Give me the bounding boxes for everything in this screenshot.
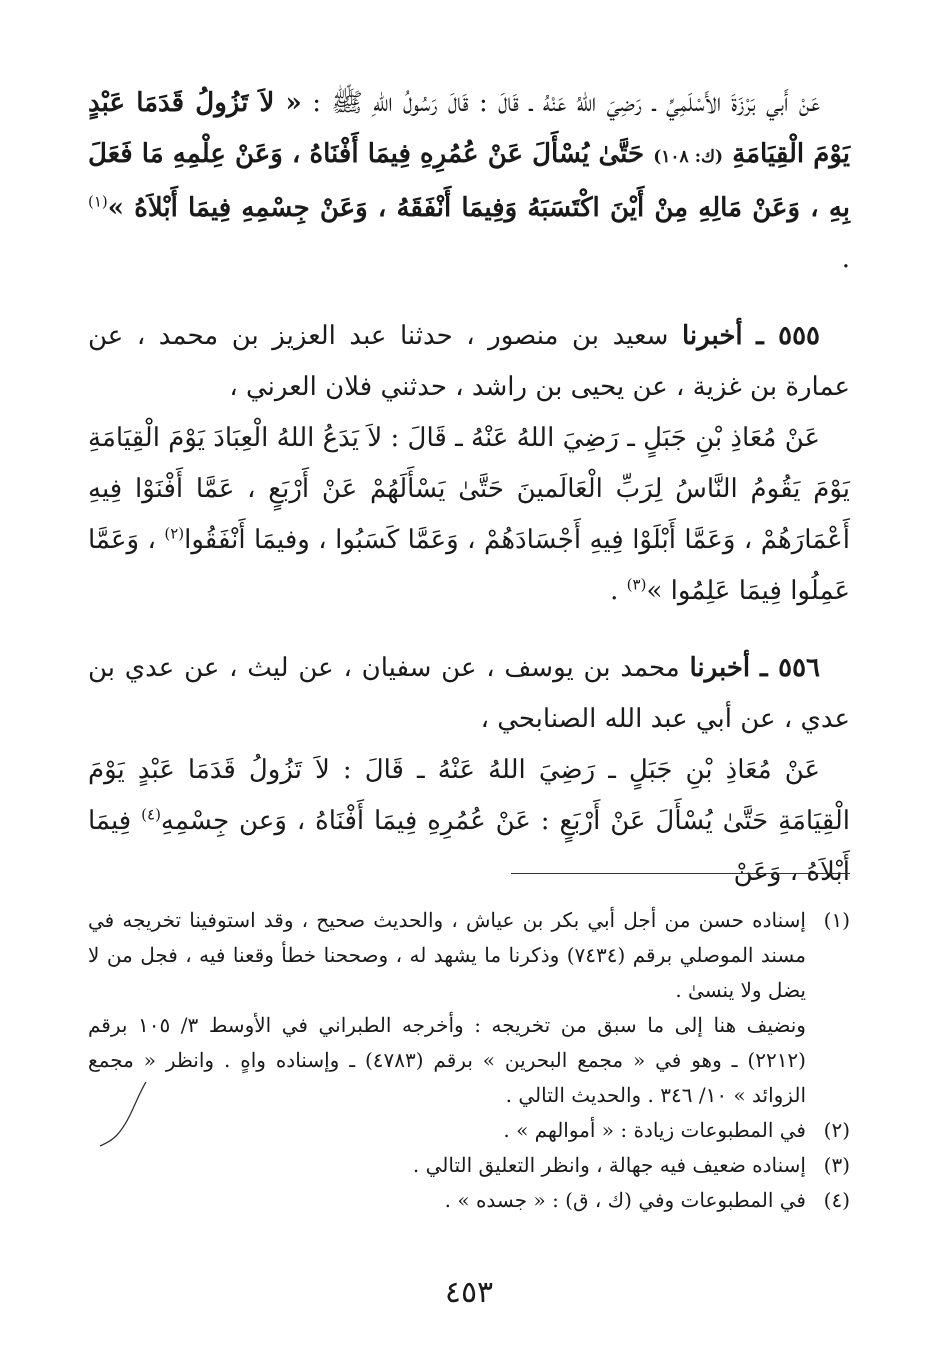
akhbarana-label: أخبرنا — [681, 321, 743, 351]
footnote-4 — [88, 1183, 850, 1218]
footnote-text: ونضيف هنا إلى ما سبق من تخريجه : وأخرجه الطبراني في الأوسط ٣/ ١٠٥ برقم (٢٢١٢) ـ وهو في « مجمع البحرين » برقم (٤٧٨٣) ـ وإسناده واهٍ . وانظر « مجمع الزوائد » ١٠/ ٣٤٦ . والحديث التالي . — [88, 1013, 806, 1107]
footnote-1 — [88, 903, 850, 1113]
hadith-number: ٥٥٥ ـ — [756, 321, 821, 351]
footnote-2 — [88, 1113, 850, 1148]
hadith-555-isnad — [88, 311, 850, 413]
footnote-text: في المطبوعات وفي (ك ، ق) : « جسده » . — [444, 1188, 806, 1212]
footnote-number: (٢) — [823, 1118, 850, 1142]
footnote-ref-3: (٣) — [626, 575, 647, 594]
page-number: ٤٥٣ — [444, 1275, 494, 1310]
hadith-554-paragraph: عَنْ أَبي بَرْزَةَ الأَسْلَمِيِّ ـ رَضِيَ اللهُ عَنْهُ ـ قَالَ : قَالَ رَسُولُ اللهِ ﷺ : « لاَ تَزُولُ قَدَمَا عَبْدٍ يَوْمَ الْقِيَامَةِ (ك: ١٠٨) حَتَّىٰ يُسْأَلَ عَنْ عُمُرِهِ فِيمَا أَفْنَاهُ ، وَعَنْ عِلْمِهِ مَا فَعَلَ بِهِ ، وَعَنْ مَالِهِ مِنْ أَيْنَ اكْتَسَبَهُ وَفِيمَا أَنْفَقَهُ ، وَعَنْ جِسْمِهِ فِيمَا أَبْلاَهُ »$^{(١)}$ . — [88, 88, 851, 274]
footnote-text: إسناده ضعيف فيه جهالة ، وانظر التعليق التالي . — [412, 1153, 806, 1177]
hadith-556-text: عَنْ مُعَاذِ بْنِ جَبَلٍ ـ رَضِيَ اللهُ عَنْهُ ـ قَالَ : لاَ تَزُولُ قَدَمَا عَبْدٍ يَوْمَ الْقِيَامَةِ حَتَّىٰ يُسْأَلَ عَنْ أَرْبَعٍ : عَنْ عُمُرِهِ فِيمَا أَفْنَاهُ ، وَعن جِسْمِهِ$^{(٤)}$ فِيمَا أَبْلاَهُ ، وَعَنْ — [88, 755, 851, 887]
isnad-text: سعيد بن منصور ، حدثنا عبد العزيز بن محمد ، عن عمارة بن غزية ، عن يحيى بن راشد ، حدثني فلان العرني ، — [88, 321, 850, 402]
footnote-number: (٤) — [823, 1188, 850, 1212]
manuscript-ref: (ك: ١٠٨) — [653, 147, 724, 167]
footnote-number: (٣) — [823, 1153, 850, 1177]
footnote-ref-4: (٤) — [141, 805, 161, 824]
footnote-ref-1: (١) — [88, 192, 108, 211]
footnote-number: (١) — [823, 908, 850, 932]
hadith-554-text: « لاَ تَزُولُ قَدَمَا عَبْدٍ يَوْمَ الْقِيَامَةِ (ك: ١٠٨) حَتَّىٰ يُسْأَلَ عَنْ عُمُرِهِ فِيمَا أَفْنَاهُ ، وَعَنْ عِلْمِهِ مَا فَعَلَ بِهِ ، وَعَنْ مَالِهِ مِنْ أَيْنَ اكْتَسَبَهُ وَفِيمَا أَنْفَقَهُ ، وَعَنْ جِسْمِهِ فِيمَا أَبْلاَهُ » — [88, 88, 851, 223]
handwritten-bracket-mark — [96, 1078, 156, 1148]
hadith-556-isnad — [88, 643, 850, 745]
footnotes — [88, 903, 850, 1218]
footnote-ref-2: (٢) — [164, 524, 185, 543]
footnote-3 — [88, 1148, 850, 1183]
isnad-text: محمد بن يوسف ، عن سفيان ، عن ليث ، عن عدي بن عدي ، عن أبي عبد الله الصنابحي ، — [88, 653, 850, 734]
hadith-555-text: عَنْ مُعَاذِ بْنِ جَبَلٍ ـ رَضِيَ اللهُ عَنْهُ ـ قَالَ : لاَ يَدَعُ اللهُ الْعِبَادَ يَوْمَ الْقِيَامَةِ يَوْمَ يَقُومُ النَّاسُ لِرَبِّ الْعَالَمينَ حَتَّىٰ يَسْأَلَهُمْ عَنْ أَرْبَعٍ ، عَمَّا أَفْنَوْا فِيهِ أَعْمَارَهُمْ ، وَعَمَّا أَبْلَوْا فِيهِ أَجْسَادَهُمْ ، وَعَمَّا كَسَبُوا ، وفيمَا أَنْفَقُوا$^{(٢)}$ ، وَعَمَّا عَمِلُوا فِيمَا عَلِمُوا »$^{(٣)}$ . — [88, 423, 850, 606]
akhbarana-label: أخبرنا — [689, 653, 751, 683]
footnote-text: إسناده حسن من أجل أبي بكر بن عياش ، والحديث صحيح ، وقد استوفينا تخريجه في مسند الموصلي برقم (٧٤٣٤) وذكرنا ما يشهد له ، وصححنا خطأ وقعنا فيه ، فجل من لا يضل ولا ينسىٰ . — [88, 908, 806, 1002]
hadith-554-intro: عَنْ أَبي بَرْزَةَ الأَسْلَمِيِّ ـ رَضِيَ اللهُ عَنْهُ ـ قَالَ : قَالَ رَسُولُ اللهِ ﷺ : — [312, 88, 821, 118]
main-text — [88, 78, 850, 898]
footnote-text: في المطبوعات زيادة : « أموالهم » . — [503, 1118, 806, 1142]
footnote-divider — [511, 873, 850, 874]
hadith-number: ٥٥٦ ـ — [759, 653, 821, 683]
